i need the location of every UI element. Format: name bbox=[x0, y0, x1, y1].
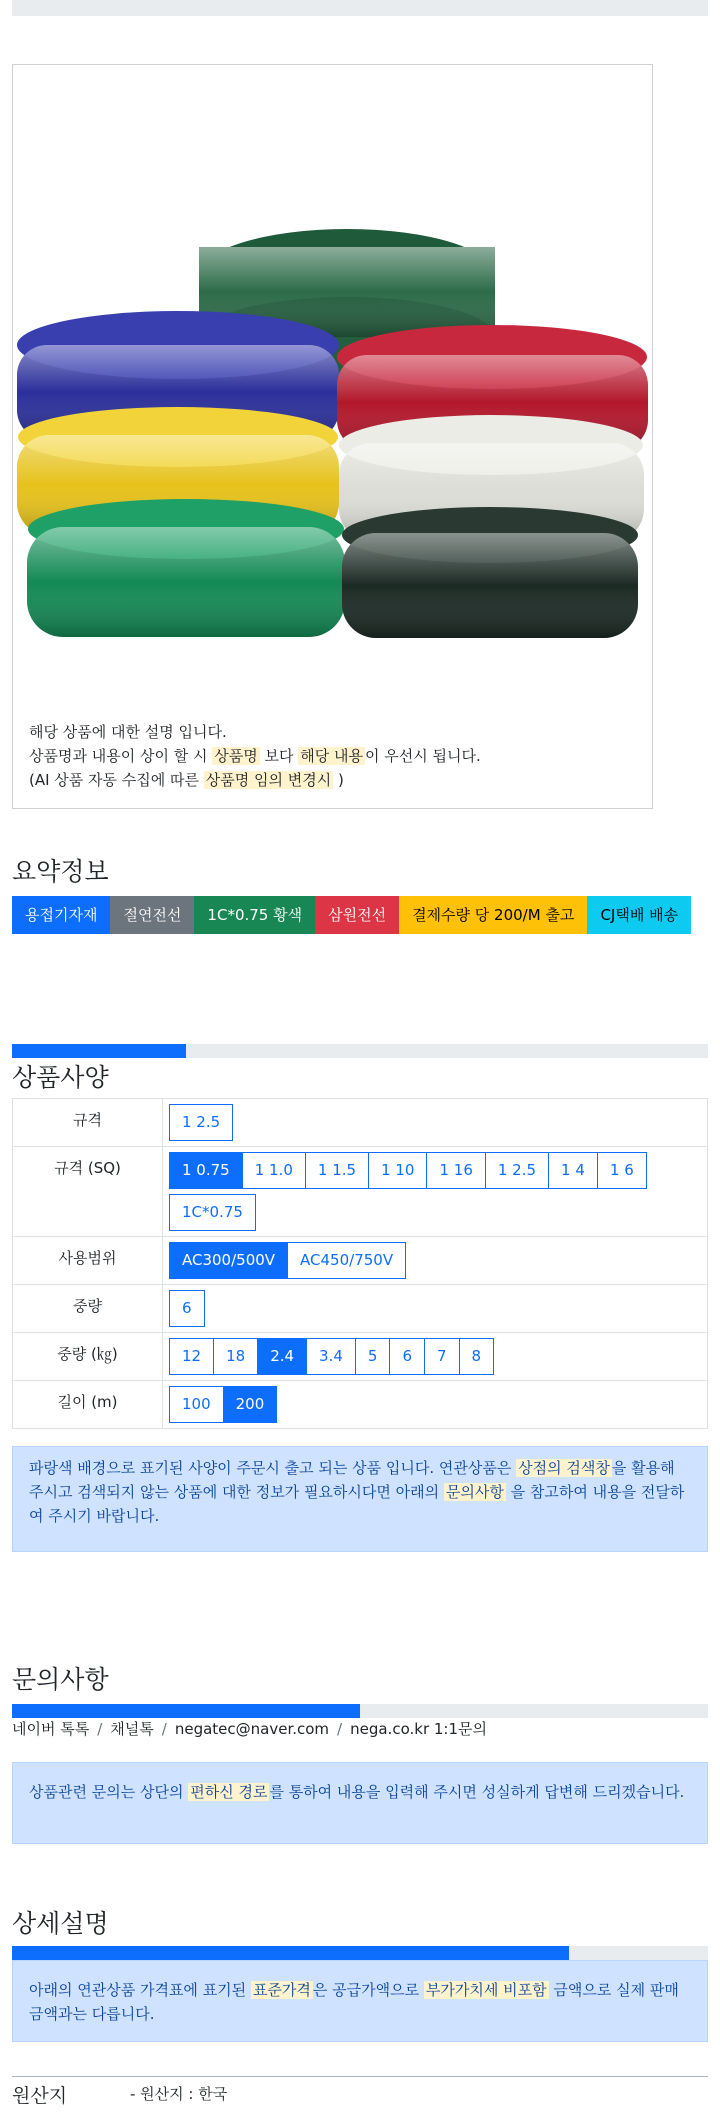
spec-table bbox=[12, 1098, 708, 1429]
spec-options bbox=[163, 1381, 708, 1429]
details-progress-bar bbox=[12, 1946, 708, 1960]
spec-row bbox=[13, 1147, 708, 1237]
specs-notice: 파랑색 배경으로 표기된 사양이 주문시 출고 되는 상품 입니다. 연관상품은 상점의 검색창 을 활용해 주시고 검색되지 않는 상품에 대한 정보가 필요하시다면 아래의 문의사항 을 참고하여 내용을 전달하여 주시기 바랍니다. bbox=[12, 1446, 708, 1552]
spec-option-button[interactable]: 1 10 bbox=[368, 1152, 427, 1189]
spec-row bbox=[13, 1381, 708, 1429]
spec-option-button[interactable]: 6 bbox=[169, 1290, 205, 1327]
top-bar bbox=[12, 0, 708, 16]
summary-badge: 1C*0.75 황색 bbox=[194, 896, 315, 934]
spec-option-button[interactable]: 1 1.0 bbox=[242, 1152, 306, 1189]
spec-option-button[interactable]: 12 bbox=[169, 1338, 214, 1375]
spec-label: 사용범위 bbox=[13, 1237, 163, 1285]
summary-badge: CJ택배 배송 bbox=[587, 896, 691, 934]
spec-option-button[interactable]: 1C*0.75 bbox=[169, 1194, 256, 1231]
contact-link[interactable]: 네이버 톡톡 bbox=[12, 1720, 90, 1738]
inquiry-progress-bar bbox=[12, 1704, 708, 1718]
spec-option-button[interactable]: 5 bbox=[355, 1338, 391, 1375]
summary-badges bbox=[12, 896, 708, 934]
summary-title: 요약정보 bbox=[12, 857, 109, 886]
spec-option-button[interactable]: 200 bbox=[223, 1386, 278, 1423]
spec-options bbox=[163, 1285, 708, 1333]
product-card bbox=[12, 64, 653, 809]
details-title: 상세설명 bbox=[12, 1909, 109, 1938]
product-description bbox=[29, 720, 481, 792]
spec-option-button[interactable]: 1 6 bbox=[597, 1152, 647, 1189]
origin-value: - 원산지 : 한국 bbox=[130, 2085, 228, 2103]
spec-options bbox=[163, 1237, 708, 1285]
spec-option-button[interactable]: 1 2.5 bbox=[485, 1152, 549, 1189]
spec-label: 중량 bbox=[13, 1285, 163, 1333]
spec-label: 중량 (㎏) bbox=[13, 1333, 163, 1381]
contact-separator: / bbox=[97, 1720, 103, 1738]
details-notice: 아래의 연관상품 가격표에 표기된 표준가격 은 공급가액으로 부가가치세 비포함 금액으로 실제 판매금액과는 다릅니다. bbox=[12, 1960, 708, 2042]
origin-row bbox=[12, 2076, 708, 2108]
spec-row bbox=[13, 1285, 708, 1333]
contact-separator: / bbox=[337, 1720, 343, 1738]
spec-row bbox=[13, 1237, 708, 1285]
description-line-2: 상품명과 내용이 상이 할 시 상품명 보다 해당 내용 이 우선시 됩니다. bbox=[29, 747, 481, 765]
specs-progress-bar bbox=[12, 1044, 708, 1058]
spec-option-button[interactable]: AC300/500V bbox=[169, 1242, 288, 1279]
coil-black bbox=[342, 507, 638, 638]
spec-option-button[interactable]: 8 bbox=[459, 1338, 495, 1375]
spec-option-button[interactable]: 6 bbox=[389, 1338, 425, 1375]
description-line-1: 해당 상품에 대한 설명 입니다. bbox=[29, 723, 227, 741]
spec-option-button[interactable]: 7 bbox=[424, 1338, 460, 1375]
summary-badge: 용접기자재 bbox=[12, 896, 110, 934]
spec-options bbox=[163, 1333, 708, 1381]
spec-option-button[interactable]: 1 0.75 bbox=[169, 1152, 243, 1189]
contact-link[interactable]: nega.co.kr 1:1문의 bbox=[350, 1720, 487, 1738]
specs-title: 상품사양 bbox=[12, 1063, 109, 1092]
spec-label: 규격 bbox=[13, 1099, 163, 1147]
spec-option-button[interactable]: 100 bbox=[169, 1386, 224, 1423]
spec-option-button[interactable]: 1 2.5 bbox=[169, 1104, 233, 1141]
spec-option-button[interactable]: 18 bbox=[213, 1338, 258, 1375]
inquiry-notice: 상품관련 문의는 상단의 편하신 경로 를 통하여 내용을 입력해 주시면 성실하게 답변해 드리겠습니다. bbox=[12, 1762, 708, 1844]
spec-option-button[interactable]: 1 1.5 bbox=[305, 1152, 369, 1189]
summary-badge: 절연전선 bbox=[110, 896, 194, 934]
spec-options bbox=[163, 1147, 708, 1237]
spec-option-button[interactable]: 1 16 bbox=[426, 1152, 485, 1189]
description-line-3: (AI 상품 자동 수집에 따른 상품명 임의 변경시 ) bbox=[29, 771, 344, 789]
coil-green bbox=[27, 499, 345, 637]
contact-link[interactable]: 채널톡 bbox=[110, 1720, 154, 1738]
contact-separator: / bbox=[161, 1720, 167, 1738]
spec-option-button[interactable]: AC450/750V bbox=[287, 1242, 406, 1279]
summary-badge: 결제수량 당 200/M 출고 bbox=[399, 896, 587, 934]
spec-option-button[interactable]: 2.4 bbox=[257, 1338, 307, 1375]
spec-option-button[interactable]: 1 4 bbox=[548, 1152, 598, 1189]
contact-link[interactable]: negatec@naver.com bbox=[174, 1720, 330, 1738]
spec-options bbox=[163, 1099, 708, 1147]
spec-row bbox=[13, 1099, 708, 1147]
spec-option-button[interactable]: 3.4 bbox=[306, 1338, 356, 1375]
spec-label: 규격 (SQ) bbox=[13, 1147, 163, 1237]
summary-badge: 삼원전선 bbox=[315, 896, 399, 934]
product-image-wire-coils bbox=[17, 165, 648, 685]
contact-channels bbox=[12, 1718, 487, 1739]
inquiry-title: 문의사항 bbox=[12, 1665, 109, 1694]
spec-row bbox=[13, 1333, 708, 1381]
spec-label: 길이 (m) bbox=[13, 1381, 163, 1429]
origin-label: 원산지 bbox=[12, 2085, 68, 2107]
